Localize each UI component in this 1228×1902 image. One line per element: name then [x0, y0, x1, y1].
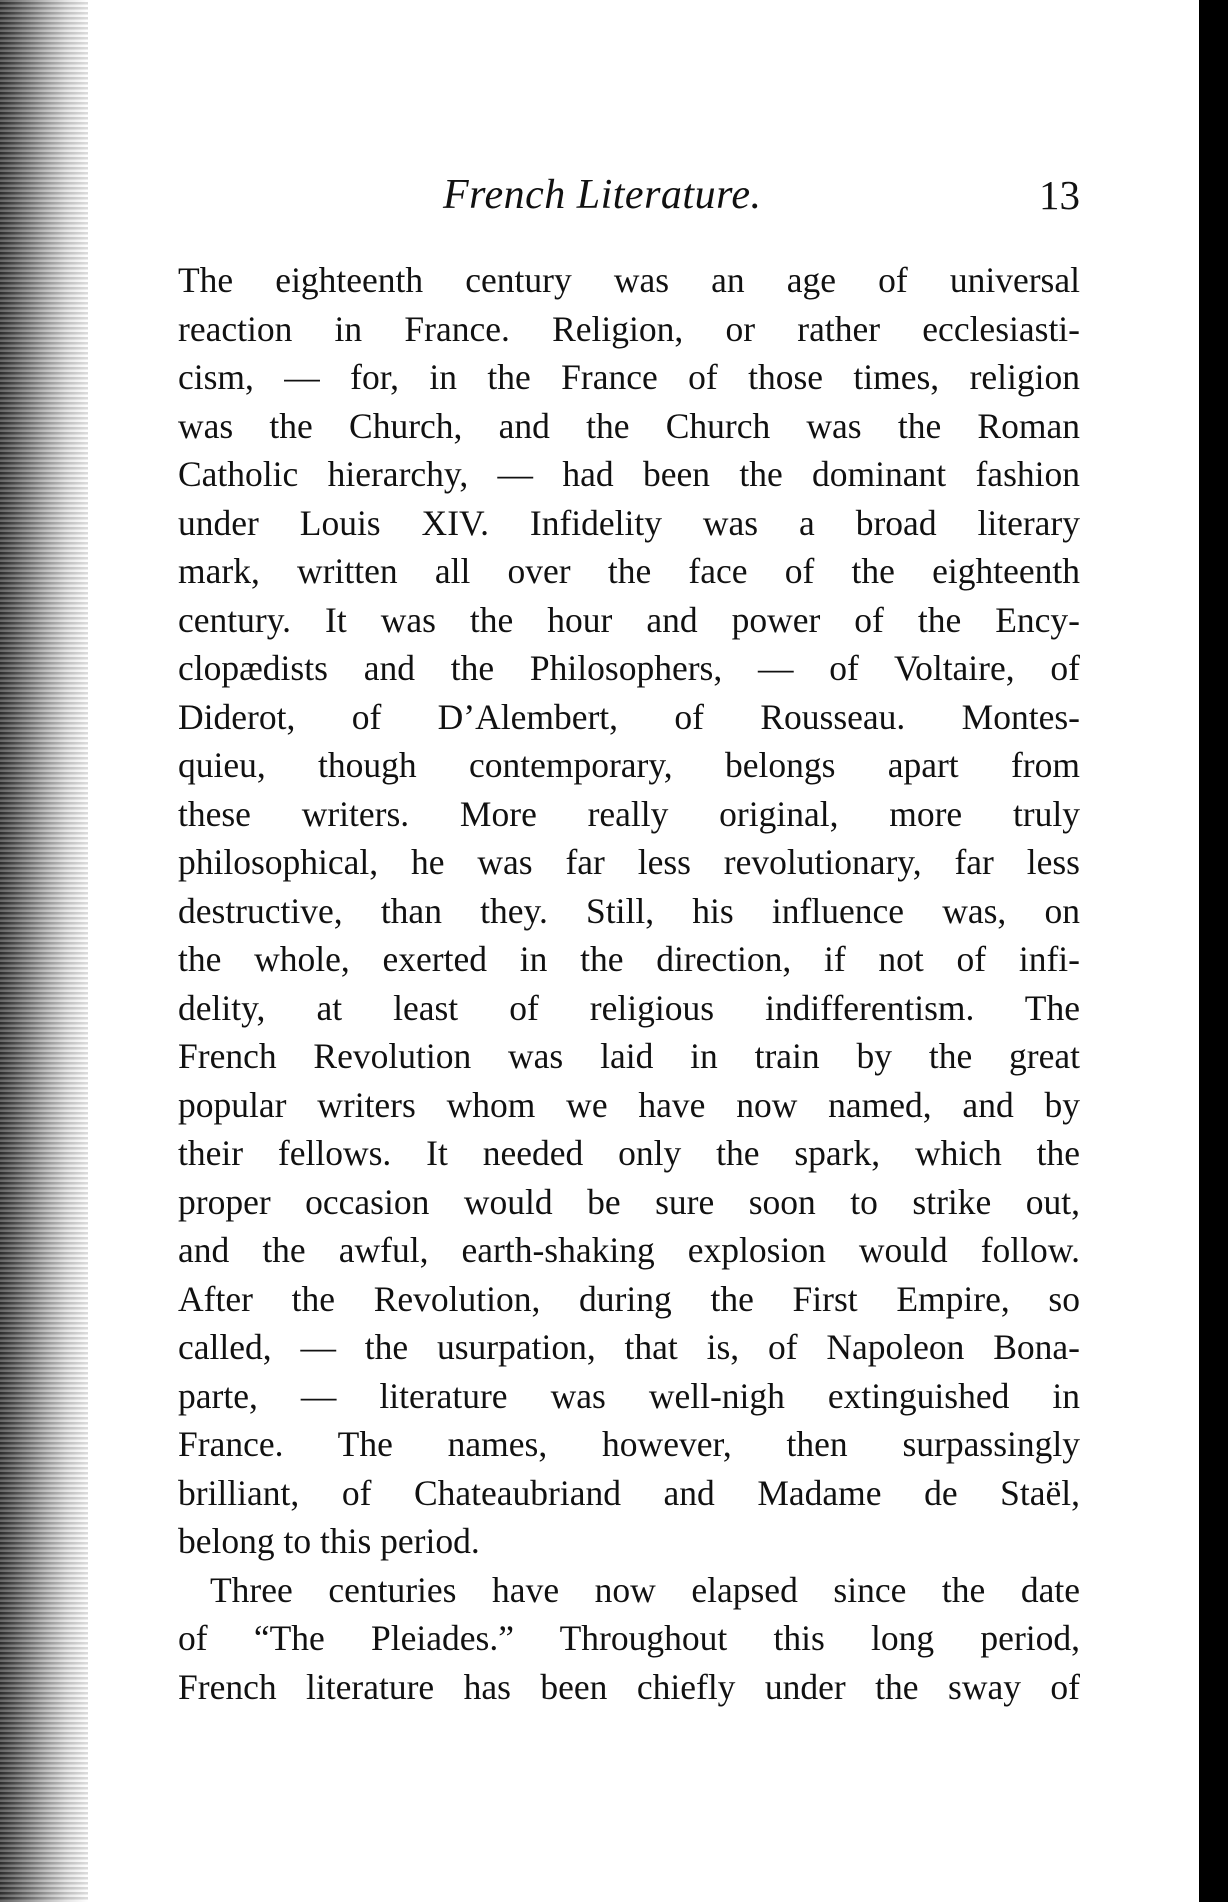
text-line: parte, — literature was well-nigh extinguished in — [178, 1375, 1080, 1416]
text-line: quieu, though contemporary, belongs apart from — [178, 745, 1080, 785]
text-line: philosophical, he was far less revolutionary, far less — [178, 842, 1080, 882]
body-text — [178, 256, 1080, 1711]
text-line: their fellows. It needed only the spark, which the — [178, 1133, 1080, 1173]
text-line: destructive, than they. Still, his influence was, on — [178, 890, 1080, 931]
text-line: popular writers whom we have now named, and by — [178, 1084, 1080, 1125]
text-line: was the Church, and the Church was the Roman — [178, 405, 1080, 446]
text-line: cism, — for, in the France of those times, religion — [178, 357, 1080, 397]
text-line: reaction in France. Religion, or rather ecclesiasti- — [178, 308, 1080, 349]
text-line: under Louis XIV. Infidelity was a broad literary — [178, 502, 1080, 543]
text-line: clopædists and the Philosophers, — of Voltaire, of — [178, 648, 1080, 688]
page-number: 13 — [1039, 172, 1080, 218]
text-line: the whole, exerted in the direction, if not of infi- — [178, 939, 1080, 979]
text-line: Catholic hierarchy, — had been the dominant fashion — [178, 454, 1080, 494]
text-line: called, — the usurpation, that is, of Napoleon Bona- — [178, 1327, 1080, 1367]
text-line: century. It was the hour and power of the Ency- — [178, 599, 1080, 640]
text-line: these writers. More really original, more truly — [178, 793, 1080, 834]
running-title: French Literature. — [443, 172, 762, 218]
paragraph-first-line: Three centuries have now elapsed since the date — [210, 1569, 1080, 1610]
right-margin-rule — [1199, 0, 1228, 1902]
text-line: and the awful, earth-shaking explosion would follow. — [178, 1230, 1080, 1270]
text-line: After the Revolution, during the First Empire, so — [178, 1278, 1080, 1319]
text-line: proper occasion would be sure soon to strike out, — [178, 1181, 1080, 1222]
page-header — [178, 170, 1080, 220]
text-line: France. The names, however, then surpassingly — [178, 1424, 1080, 1464]
text-line: Diderot, of D’Alembert, of Rousseau. Montes- — [178, 696, 1080, 737]
paragraph-last-line: belong to this period. — [178, 1521, 480, 1561]
text-line: mark, written all over the face of the eighteenth — [178, 551, 1080, 591]
text-line: French Revolution was laid in train by the great — [178, 1036, 1080, 1076]
text-line: brilliant, of Chateaubriand and Madame de Staël, — [178, 1472, 1080, 1513]
text-line: delity, at least of religious indifferentism. The — [178, 987, 1080, 1028]
text-line: of “The Pleiades.” Throughout this long period, — [178, 1618, 1080, 1658]
page-binding-shadow — [0, 0, 88, 1902]
text-line: The eighteenth century was an age of universal — [178, 260, 1080, 300]
text-line: French literature has been chiefly under the sway of — [178, 1666, 1080, 1707]
